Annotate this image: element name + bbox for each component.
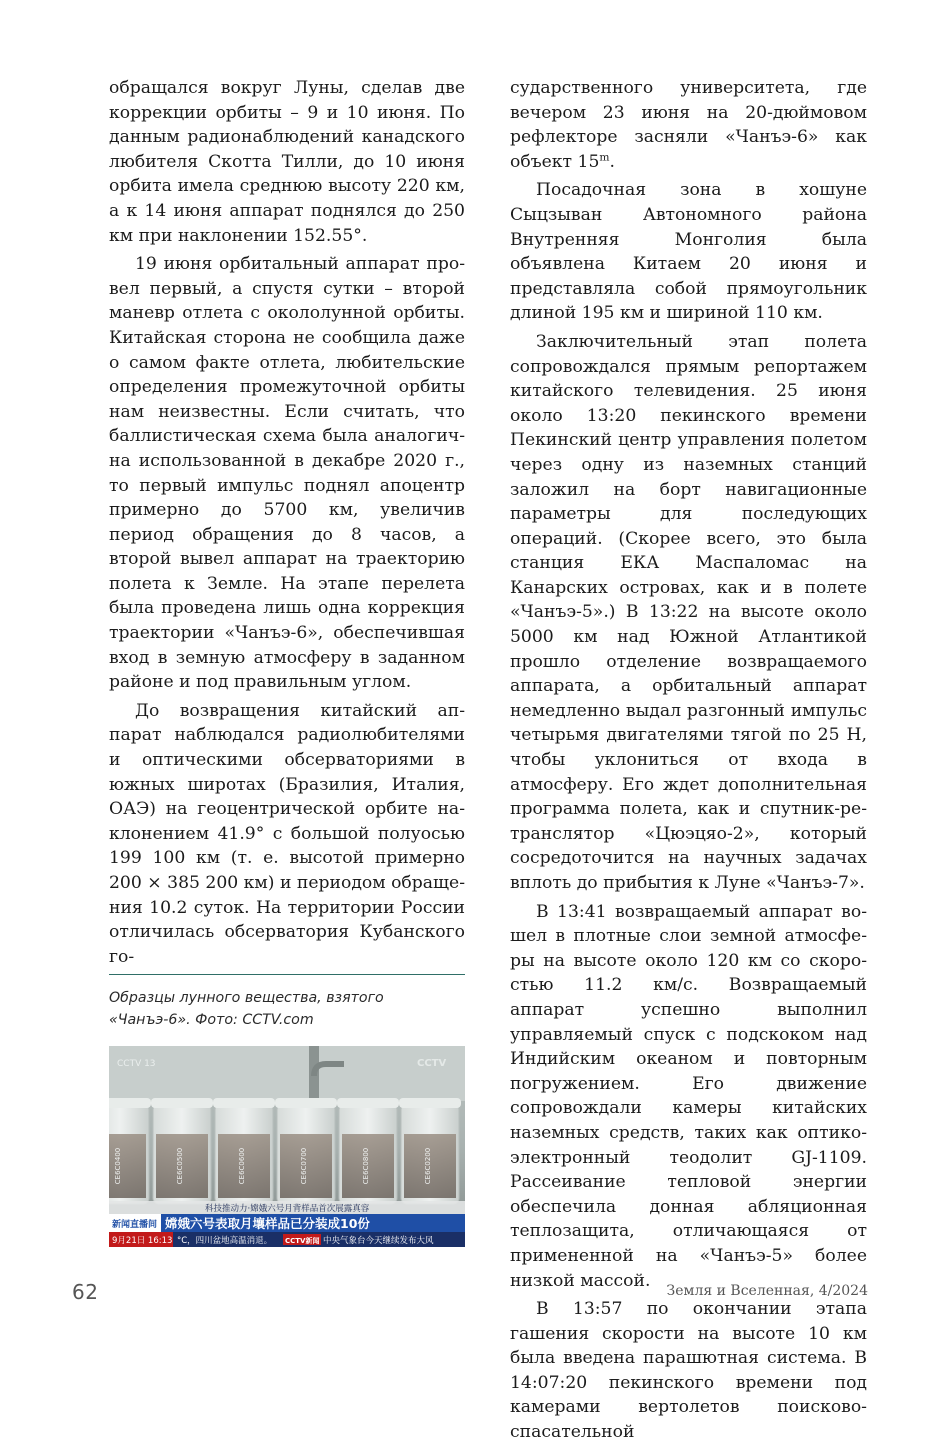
paragraph: 19 июня орбитальный аппарат провел первый, а спустя сутки – второй маневр отлета с окололунной орбиты. Китайская сторона не сообщила даже о самом факте отлета, любительские определения промежуточной орбиты нам неизвестны. Если считать, что баллистическая схема была аналогична использованной в декабре 2020 г., то первый импульс поднял апоцентр примерно до 5700 км, увеличив период обращения до 8 часов, а второй вывел аппарат на траекторию полета к Земле. На этапе перелета была проведена лишь одна коррекция траектории «Чанъэ-6», обеспечившая вход в земную атмосферу в заданном районе и под правильным углом. [109,254,465,693]
caption-divider [109,974,465,975]
page-number: 62 [72,1280,99,1304]
paragraph: В 13:57 по окончании этапа гашения скорости на высоте 10 км была введена парашютная система. В 14:07:20 пекинского времени под камерами вертолетов поисково-спасательной [510,1299,867,1443]
jar-label: CE6C0200 [424,1147,432,1185]
paragraph: Посадочная зона в хошуне Сыцзыван Автономного района Внутренняя Монголия была объявлена Китаем 20 июня и представляла собой прямоугольник длиной 195 км и шириной 110 км. [510,180,867,324]
jar-label: CE6C0700 [300,1147,308,1185]
magazine-title: Земля и Вселенная, 4/2024 [666,1283,868,1299]
sample-jar [151,1098,213,1204]
sample-jar [213,1098,275,1204]
tv-datetime: 9月21日 16:13 [112,1236,173,1246]
paragraph: В 13:41 возвращаемый аппарат вошел в плотные слои земной атмосферы на высоте около 120 км со скоростью 11.2 км/с. Возвращаемый аппарат успешно выполнил управляемый спуск с подскоком над Индийским океаном и повторным погружением. Его движение сопровождали камеры китайских наземных средств, таких как оптико-электронный теодолит GJ-1109. Рассеивание тепловой энергии обеспечила донная абляционная теплозащита, отличающаяся от примененной на «Чанъэ-5» более низкой массой. [510,901,867,1291]
tv-headline: 嫦娥六号表取月壤样品已分装成10份 [165,1216,370,1231]
jar-label: CE6C0600 [238,1147,246,1185]
paragraph-end: . [609,151,615,172]
jar-label: CE6C0500 [176,1147,184,1185]
paragraph: До возвращения китайский аппарат наблюдался радиолюбителями и оптическими обсерваториями в южных широтах (Бразилия, Италия, ОАЭ) на геоцентрической орбите наклонением 41.9° с большой полуосью 199 100 км (т. е. высотой примерно 200 × 385 200 км) и периодом обращения 10.2 суток. На территории России отличилась обсерватория Кубанского го- [109,700,465,967]
tv-channel-logo: CCTV [417,1058,447,1069]
left-column [109,76,465,969]
right-column [510,76,867,1445]
paragraph: Заключительный этап полета сопровождался прямым репортажем китайского телевидения. 25 июня около 13:20 пекинского времени Пекинский центр управления полетом через одну из наземных станций заложил на борт навигационные параметры для последующих операций. (Скорее всего, это была станция ЕКА Маспаломас на Канарских островах, как и в полете «Чанъэ-5».) В 13:22 на высоте около 5000 км над Южной Атлантикой прошло отделение возвращаемого аппарата, а орбитальный аппарат немедленно выдал разгонный импульс четырьмя двигателями тягой по 25 Н, чтобы уклониться от входа в атмосферу. Его ждет дополнительная программа полета, как и спутник-ретранслятор «Цюэцяо-2», который сосредоточится на научных задачах вплоть до прибытия к Луне «Чанъэ-7». [510,331,867,893]
paragraph: обращался вокруг Луны, сделав две коррекции орбиты – 9 и 10 июня. По данным радионаблюдений канадского любителя Скотта Тилли, до 10 июня орбита имела среднюю высоту 220 км, а к 14 июня аппарат поднялся до 250 км при наклонении 152.55°. [109,78,465,246]
jar-label: CE6C0800 [362,1147,370,1185]
tv-ticker-left: °C，四川盆地高温消退。 [177,1236,273,1246]
jar-label: CE6C0400 [114,1147,122,1185]
tv-channel-tag: CCTV 13 [117,1059,156,1069]
paragraph [510,76,867,174]
figure-caption: Образцы лунного вещества, взятого «Чанъэ-6». Фото: CCTV.com [109,990,384,1028]
sample-jar [275,1098,337,1204]
magnitude-superscript: m [599,150,610,164]
tv-live-tag: 新闻直播间 [112,1220,158,1230]
lunar-samples-photo [109,1046,465,1247]
tv-ticker-logo: CCTV新闻 [285,1237,320,1245]
tv-banner-small: 科技推动力·嫦娥六号月背样品首次展露真容 [205,1204,370,1214]
tv-ticker-right: 中央气象台今天继续发布大风 [323,1236,434,1246]
sample-jar [399,1098,461,1204]
sample-jar [337,1098,399,1204]
sample-jar [109,1098,151,1204]
paragraph-text: сударственного университета, где вечером 23 июня на 20-дюймовом рефлекторе засняли «Чанъэ-6» как объект 15 [510,78,867,172]
